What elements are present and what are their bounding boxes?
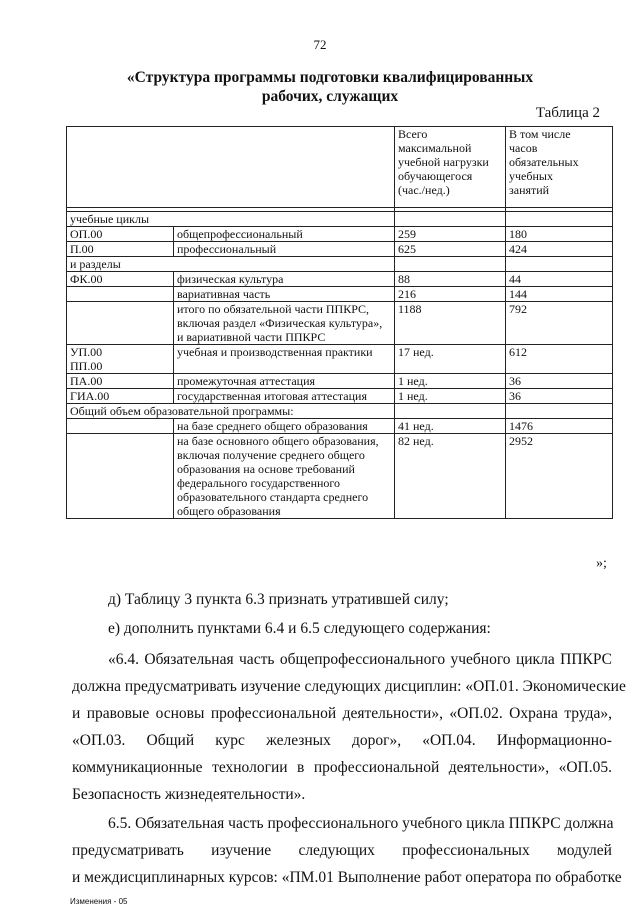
closing-quote: »; — [596, 556, 607, 571]
table-row — [67, 434, 613, 519]
table-row — [67, 227, 613, 242]
table-row — [67, 345, 613, 374]
hours-cell: 792 — [506, 302, 613, 345]
total-cell: 1 нед. — [395, 374, 506, 389]
hours-cell: 424 — [506, 242, 613, 257]
total-cell: 1188 — [395, 302, 506, 345]
total-cell: 625 — [395, 242, 506, 257]
table-row — [67, 257, 613, 272]
total-cell: 88 — [395, 272, 506, 287]
word: дорог», — [351, 732, 402, 749]
code-cell: УП.00 ПП.00 — [67, 345, 174, 374]
paragraph-line: и междисциплинарных курсов: «ПМ.01 Выполнение работ оператора по обработке — [72, 869, 622, 886]
name-cell: на базе среднего общего образования — [174, 419, 395, 434]
empty-cell — [506, 212, 613, 227]
word: железных — [266, 732, 331, 749]
code-cell: ГИА.00 — [67, 389, 174, 404]
total-cell: 259 — [395, 227, 506, 242]
program-structure-table — [66, 126, 613, 519]
hours-cell: 180 — [506, 227, 613, 242]
word: курс — [215, 732, 245, 749]
name-cell: на базе основного общего образования, включая получение среднего общего образования на основе требований федерального государственного образовательного стандарта среднего общего образования — [174, 434, 395, 519]
total-cell: 41 нед. — [395, 419, 506, 434]
word: Общий — [146, 732, 195, 749]
table-row — [67, 419, 613, 434]
total-cell: 216 — [395, 287, 506, 302]
word: «ОП.03. — [72, 732, 126, 749]
word: изучение — [211, 842, 272, 859]
word: следующих — [298, 842, 375, 859]
paragraph-line-spaced — [72, 842, 612, 860]
code-cell — [67, 287, 174, 302]
paragraph-line: и правовые основы профессиональной деятельности», «ОП.02. Охрана труда», — [72, 705, 612, 722]
table-row — [67, 389, 613, 404]
table-row — [67, 212, 613, 227]
code-cell: П.00 — [67, 242, 174, 257]
table-row — [67, 287, 613, 302]
paragraph-line: должна предусматривать изучение следующих дисциплин: «ОП.01. Экономические — [72, 678, 626, 695]
paragraph-line: коммуникационные технологии в профессиональной деятельности», «ОП.05. — [72, 759, 612, 776]
code-cell: ПА.00 — [67, 374, 174, 389]
total-cell: 82 нед. — [395, 434, 506, 519]
table-row — [67, 404, 613, 419]
paragraph-line: 6.5. Обязательная часть профессионального учебного цикла ППКРС должна — [108, 815, 614, 832]
name-cell: общепрофессиональный — [174, 227, 395, 242]
empty-cell — [395, 257, 506, 272]
word: предусматривать — [72, 842, 184, 859]
name-cell: промежуточная аттестация — [174, 374, 395, 389]
hours-cell: 612 — [506, 345, 613, 374]
total-cell: 1 нед. — [395, 389, 506, 404]
section-label-cell: учебные циклы — [67, 212, 395, 227]
hours-cell: 36 — [506, 374, 613, 389]
table-header-row — [67, 127, 613, 208]
header-empty-cell — [67, 127, 395, 208]
paragraph-e: е) дополнить пунктами 6.4 и 6.5 следующего содержания: — [108, 620, 491, 637]
name-cell: итого по обязательной части ППКРС, включая раздел «Физическая культура», и вариативной части ППКРС — [174, 302, 395, 345]
name-cell: физическая культура — [174, 272, 395, 287]
table-row — [67, 302, 613, 345]
empty-cell — [395, 404, 506, 419]
total-cell: 17 нед. — [395, 345, 506, 374]
table-label: Таблица 2 — [535, 105, 600, 121]
name-cell: вариативная часть — [174, 287, 395, 302]
hours-cell: 2952 — [506, 434, 613, 519]
paragraph-line: «6.4. Обязательная часть общепрофессионального учебного цикла ППКРС — [108, 651, 612, 668]
name-cell: профессиональный — [174, 242, 395, 257]
header-total-load: Всего максимальной учебной нагрузки обучающегося (час./нед.) — [395, 127, 506, 208]
footer-note: Изменения - 05 — [70, 897, 128, 906]
empty-cell — [506, 404, 613, 419]
name-cell: учебная и производственная практики — [174, 345, 395, 374]
code-cell — [67, 434, 174, 519]
code-cell: ФК.00 — [67, 272, 174, 287]
word: профессиональных — [402, 842, 530, 859]
word: модулей — [556, 842, 612, 859]
code-cell — [67, 302, 174, 345]
word: Информационно- — [496, 732, 612, 749]
table-title-line-2: рабочих, служащих — [261, 88, 399, 105]
code-cell: ОП.00 — [67, 227, 174, 242]
section-label-cell: и разделы — [67, 257, 395, 272]
table-row — [67, 242, 613, 257]
empty-cell — [506, 257, 613, 272]
code-cell — [67, 419, 174, 434]
header-mandatory-hours: В том числе часов обязательных учебных занятий — [506, 127, 613, 208]
name-cell: государственная итоговая аттестация — [174, 389, 395, 404]
word: «ОП.04. — [422, 732, 476, 749]
paragraph-line-spaced — [72, 732, 612, 750]
hours-cell: 144 — [506, 287, 613, 302]
hours-cell: 44 — [506, 272, 613, 287]
paragraph-line: Безопасность жизнедеятельности». — [72, 786, 306, 803]
table-row — [67, 374, 613, 389]
hours-cell: 1476 — [506, 419, 613, 434]
empty-cell — [395, 212, 506, 227]
section-label-cell: Общий объем образовательной программы: — [67, 404, 395, 419]
table-row — [67, 272, 613, 287]
paragraph-d: д) Таблицу 3 пункта 6.3 признать утратившей силу; — [108, 591, 449, 608]
hours-cell: 36 — [506, 389, 613, 404]
table-title-line-1: «Структура программы подготовки квалифицированных — [126, 69, 534, 86]
page-number: 72 — [313, 37, 327, 52]
